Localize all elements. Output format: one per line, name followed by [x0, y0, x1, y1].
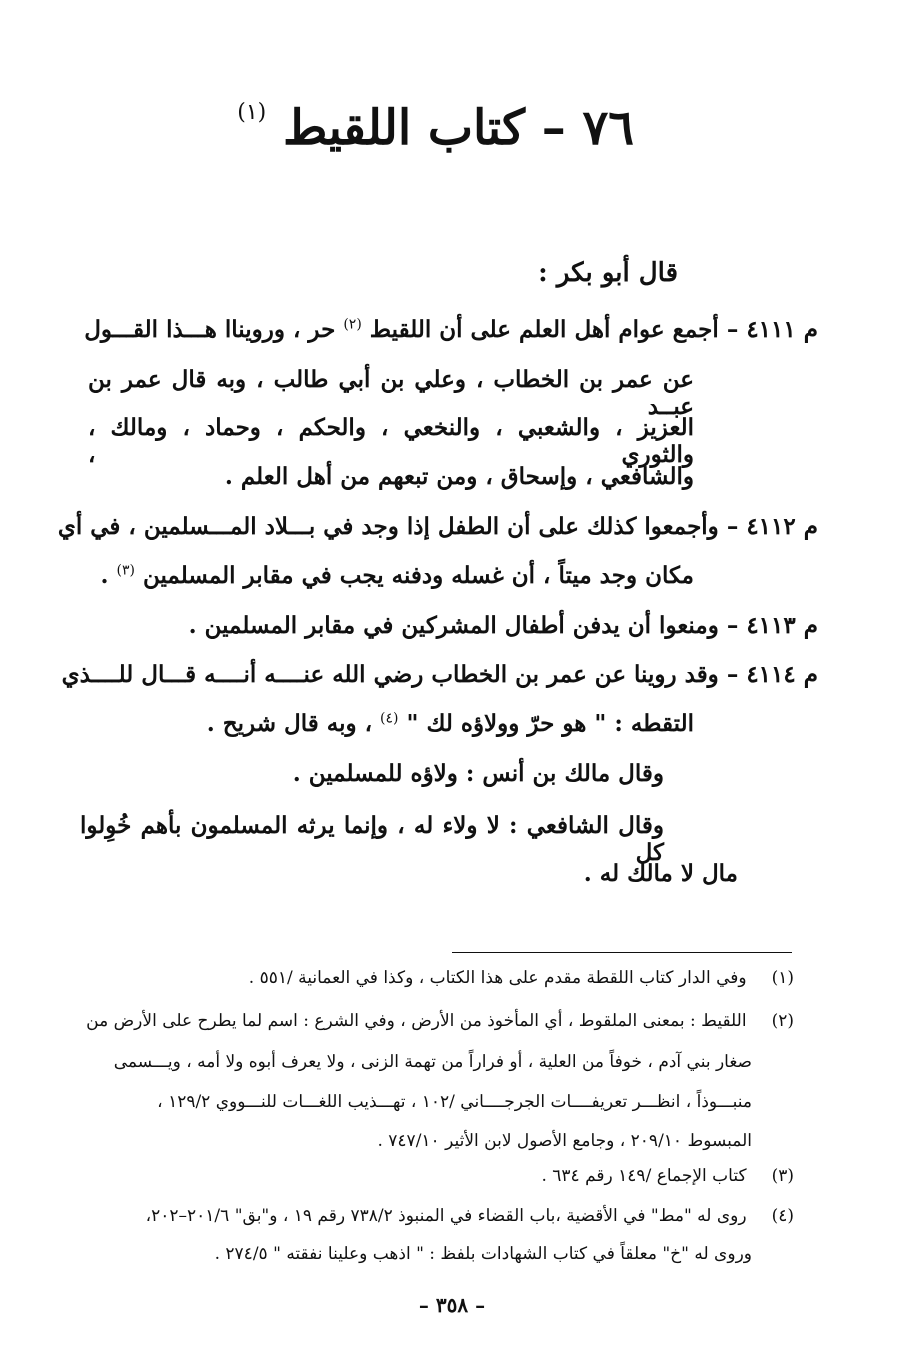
footnote-text: اللقيط : بمعنى الملقوط ، أي المأخوذ من الأرض ، وفي الشرع : اسم لما يطرح على الأرض من	[86, 1011, 747, 1031]
footnote-2-line-4: المبسوط ٢٠٩/١٠ ، وجامع الأصول لابن الأثير ٧٤٧/١٠ .	[377, 1131, 752, 1151]
entry-number: م ٤١١٢ –	[726, 513, 818, 540]
entry-4112-line-1	[57, 513, 818, 540]
chapter-note-mark: (١)	[237, 100, 267, 125]
entry-text: ومنعوا أن يدفن أطفال المشركين في مقابر المسلمين .	[188, 612, 719, 639]
entry-text: حر ، ورويناا هـــذا القـــول	[84, 316, 336, 343]
entry-4114-line-2	[207, 710, 694, 737]
entry-4111-line-2: عن عمر بن الخطاب ، وعلي بن أبي طالب ، وبه قال عمر بن عبــد	[88, 366, 694, 420]
entry-text: أجمع عوام أهل العلم على أن اللقيط	[369, 316, 719, 343]
entry-number: م ٤١١٣ –	[726, 612, 818, 639]
entry-text: التقطه : " هو حرّ وولاؤه لك "	[406, 710, 694, 737]
entry-text: وأجمعوا كذلك على أن الطفل إذا وجد في بـــلاد المـــسلمين ، في أي	[57, 513, 719, 540]
entry-4111-line-4: والشافعي ، وإسحاق ، ومن تبعهم من أهل العلم .	[224, 463, 694, 490]
chapter-title-text: ٧٦ – كتاب اللقيط	[282, 100, 634, 156]
footnote-1	[249, 968, 794, 988]
entry-text: مكان وجد ميتاً ، أن غسله ودفنه يجب في مقابر المسلمين	[142, 562, 694, 589]
entry-4113-line-1	[189, 612, 818, 639]
entry-4111-line-1	[84, 316, 818, 343]
footnote-4-line-1	[146, 1206, 794, 1226]
entry-4112-line-2	[100, 562, 694, 589]
chapter-title	[237, 100, 634, 156]
entry-text: .	[100, 562, 109, 589]
footnote-text: روى له "مط" في الأقضية ،باب القضاء في المنبوذ ٧٣٨/٢ رقم ١٩ ، و"بق" ٢٠١/٦–٢٠٢،	[145, 1206, 747, 1226]
entry-4114-line-4: وقال الشافعي : لا ولاء له ، وإنما يرثه المسلمون بأهم خُوِلوا كل	[80, 812, 664, 866]
speaker-line: قال أبو بكر :	[538, 258, 678, 288]
entry-4114-line-1	[61, 661, 818, 688]
footnote-text: كتاب الإجماع /١٤٩ رقم ٦٣٤ .	[541, 1166, 747, 1186]
entry-text: وقد روينا عن عمر بن الخطاب رضي الله عنــــه أنــــه قـــال للــــذي	[61, 661, 719, 688]
entry-number: م ٤١١١ –	[726, 316, 818, 343]
page-number: – ٣٥٨ –	[418, 1293, 486, 1317]
note-mark: (٣)	[116, 562, 135, 579]
footnote-2-line-2: صغار بني آدم ، خوفاً من العلية ، أو فراراً من تهمة الزنى ، ولا يعرف أبوه ولا أمه ، ويـــسمى	[113, 1052, 752, 1072]
entry-number: م ٤١١٤ –	[726, 661, 818, 688]
entry-4114-line-3: وقال مالك بن أنس : ولاؤه للمسلمين .	[292, 760, 664, 787]
footnote-text: وفي الدار كتاب اللقطة مقدم على هذا الكتاب ، وكذا في العمانية /٥٥١ .	[248, 968, 747, 988]
note-mark: (٢)	[343, 316, 362, 333]
footnote-divider	[452, 952, 792, 953]
footnote-4-line-2: وروى له "خ" معلقاً في كتاب الشهادات بلفظ : " اذهب وعلينا نفقته " ٢٧٤/٥ .	[214, 1244, 752, 1264]
footnote-number: (٤)	[771, 1206, 794, 1226]
footnote-2-line-3: منبـــوذاً ، انظـــر تعريفــــات الجرجــــاني /١٠٢ ، تهـــذيب اللغـــات للنـــووي ١٢٩/٢ ،	[157, 1092, 752, 1112]
footnote-number: (٢)	[771, 1011, 794, 1031]
footnote-3	[541, 1166, 794, 1186]
entry-text: ، وبه قال شريح .	[206, 710, 373, 737]
footnote-2-line-1	[86, 1011, 794, 1031]
note-mark: (٤)	[380, 710, 399, 727]
footnote-number: (٣)	[771, 1166, 794, 1186]
entry-4114-line-5: مال لا مالك له .	[583, 860, 738, 887]
footnote-number: (١)	[771, 968, 794, 988]
entry-4111-line-3: العزيز ، والشعبي ، والنخعي ، والحكم ، وحماد ، ومالك ، والثوري ،	[88, 414, 694, 468]
